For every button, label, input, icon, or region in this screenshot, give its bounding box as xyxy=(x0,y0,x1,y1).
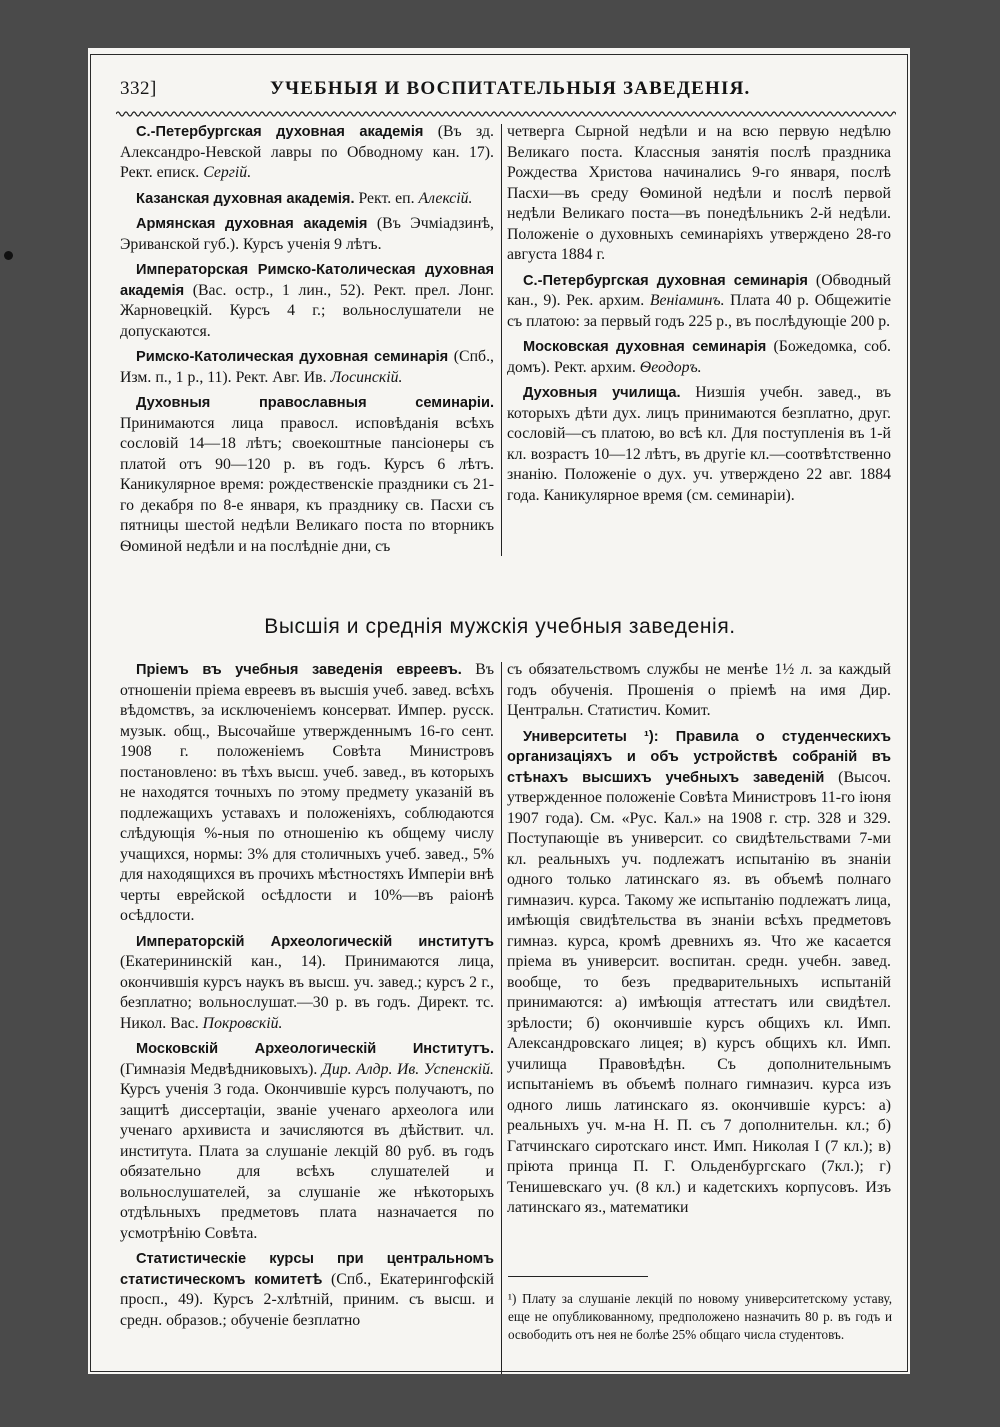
paragraph xyxy=(507,271,891,333)
entry-heading: Статистическіе курсы при центральномъ статистическомъ комитетѣ xyxy=(120,1251,494,1288)
paragraph xyxy=(507,383,891,506)
paragraph xyxy=(507,660,891,722)
running-header xyxy=(120,78,896,110)
entry-text: (Обводный кан., 9). Рек. архим. xyxy=(507,271,891,309)
footnote: ¹) Плату за слушаніе лекцій по новому университетскому уставу, еще не опубликованному, предположено назначить 80 р. въ годъ и освободить отъ нея не болѣе 25% общаго числа студентовъ. xyxy=(508,1291,892,1342)
running-title: УЧЕБНЫЯ И ВОСПИТАТЕЛЬНЫЯ ЗАВЕДЕНІЯ. xyxy=(270,78,751,99)
entry-text: (Высоч. утвержденное положеніе Совѣта Министровъ 11-го іюня 1907 года). См. «Рус. Кал.» на 1908 г. стр. 328 и 329. Поступающіе въ университ. со свидѣтельствами 7-ми кл. реальныхъ уч. подлежатъ испытанію въ знаніи одного только латинскаго яз. въ объемѣ полнаго гимназич. курса. Такому же испытанію подлежатъ лица, имѣющія свидѣтельства въ знаніи всѣхъ предметовъ гимназ. курса, кромѣ древнихъ яз. Что же касается пріема въ университ. воспитан. средн. учебн. завед. вообще, то безъ предварительныхъ испытаній принимаются: а) имѣющія аттестатъ или свидѣтел. зрѣлости; б) окончившіе курсъ общихъ кл. Имп. Александровскаго лицея; в) курсъ общихъ кл. Имп. училища Правовѣдѣн. Съ дополнительнымъ испытаніемъ въ объемѣ полнаго гимназич. курса изъ одного лишь латинскаго яз. окончившіе курсъ: а) реальныхъ уч. м-на Н. П. съ 7 дополнительн. кл.; б) Гатчинскаго сиротскаго инст. Имп. Николая I (7 кл.); в) пріюта принца П. Г. Ольденбургскаго (7кл.); г) Тенишевскаго уч. (8 кл.) и кадетскихъ корпусовъ. Изъ латинскаго яз., математики xyxy=(507,768,891,1216)
entry-text: (Спб., Изм. п., 1 р., 11). Рект. Авг. Ив. xyxy=(120,348,494,386)
footnote-rule xyxy=(508,1276,648,1277)
entry-text: съ обязательствомъ службы не менѣе 1½ л. за каждый годъ обученія. Прошенія о пріемѣ на имя Дир. Центральн. Статистич. Комит. xyxy=(507,661,891,719)
entry-heading: С.-Петербургская духовная академія xyxy=(136,124,424,140)
entry-italic: Лосинскій. xyxy=(330,368,403,386)
entry-heading: Армянская духовная академія xyxy=(136,216,368,232)
entry-heading: Университеты ¹): Правила о студенческихъ организаціяхъ и объ устройствѣ собраній въ стѣнахъ высшихъ учебныхъ заведеній xyxy=(507,728,891,786)
paragraph xyxy=(120,189,494,210)
entry-heading: Казанская духовная академія. xyxy=(136,190,355,207)
upper-left-column xyxy=(120,122,494,562)
entry-italic: Дир. Алдр. Ив. Успенскій. xyxy=(321,1060,494,1078)
paragraph xyxy=(120,1039,494,1244)
entry-text: (Вас. остр., 1 лин., 52). Рект. прел. Лонг. Жарновецкій. Курсъ 4 г.; вольнослушатели не допускаются. xyxy=(120,281,494,340)
entry-text: Въ отношеніи пріема евреевъ въ высшія учеб. завед. всѣхъ вѣдомствъ, за исключеніемъ консерват. Импер. русск. музык. общ., Высочайше утвержденнымъ 16-го сент. 1908 г. положеніемъ Совѣта Министровъ постановлено: въ тѣхъ высш. учеб. завед., въ которыхъ не находятся точныхъ по этому предмету указаній въ подлежащихъ уставахъ и положеніяхъ, соблюдаются слѣдующія %-ныя по отношенію къ общему числу учащихся, нормы: 3% для столичныхъ учеб. завед., 5% для находящихся въ прочихъ мѣстностяхъ Имперіи внѣ черты еврейской осѣдлости и 10%—въ раіонѣ осѣдлости. xyxy=(120,661,495,924)
entry-text: (Спб., Екатерингофскій просп., 49). Курсъ 2-хлѣтній, приним. съ высш. и средн. образов.; обученіе безплатно xyxy=(120,1270,494,1329)
paragraph xyxy=(120,393,494,557)
entry-text-after: Курсъ ученія 3 года. Окончившіе курсъ получаютъ, по защитѣ диссертаціи, званіе ученаго археолога или ученаго архивиста и зачисляются въ дѣйствит. чл. института. Плата за слушаніе лекцій 80 руб. въ годъ обязательно для всѣхъ слушателей и вольнослушателей, за слушаніе же нѣкоторыхъ отдѣльныхъ предметовъ плата назначается по усмотрѣнію Совѣта. xyxy=(120,1081,494,1242)
entry-heading: Пріемъ въ учебныя заведенія евреевъ. xyxy=(136,662,462,678)
paragraph xyxy=(120,214,494,255)
paragraph xyxy=(507,122,891,266)
entry-heading: Императорская Римско-Католическая духовная академія xyxy=(120,262,494,299)
ink-dot xyxy=(4,251,13,260)
entry-heading: Императорскій Археологическій институтъ xyxy=(136,933,494,950)
entry-text: (Божедомка, соб. домъ). Рект. архим. xyxy=(507,338,891,376)
entry-italic: Веніаминъ. xyxy=(649,292,725,309)
section-title: Высшія и среднія мужскія учебныя заведенія. xyxy=(264,615,736,638)
paragraph xyxy=(120,347,494,388)
entry-italic: Алексій. xyxy=(418,189,473,207)
entry-heading: Римско-Католическая духовная семинарія xyxy=(136,349,449,365)
lower-right-column xyxy=(507,660,891,1224)
entry-text: (Въ Эчміадзинѣ, Эриванской губ.). Курсъ ученія 9 лѣтъ. xyxy=(120,215,494,253)
page-number: 332] xyxy=(120,78,157,99)
paragraph xyxy=(120,1249,494,1331)
wavy-rule xyxy=(116,108,896,120)
paragraph xyxy=(507,337,891,378)
entry-italic: Покровскій. xyxy=(202,1014,283,1032)
paragraph xyxy=(120,122,494,184)
entry-text: (Въ зд. Александро-Невской лавры по Обводному кан. 17). Рект. еписк. xyxy=(120,123,494,181)
entry-heading: Духовныя училища. xyxy=(523,385,681,401)
upper-column-divider xyxy=(501,124,502,556)
lower-left-column xyxy=(120,660,494,1336)
paragraph xyxy=(507,727,891,1219)
entry-italic: Ѳеодоръ. xyxy=(639,358,702,376)
entry-text: (Гимназія Медвѣдниковыхъ). xyxy=(120,1060,322,1078)
entry-text: Принимаются лица правосл. исповѣданія всѣхъ сословій 14—18 лѣтъ; своекоштные пансіонеры съ платой отъ 90—120 р. въ годъ. Курсъ 6 лѣтъ. Каникулярное время: рождественскіе праздники съ 21-го декабря по 8-е января, къ празднику св. Пасхи съ пятницы шестой недѣли Великаго поста по вторникъ Ѳоминой недѣли и на послѣдніе дни, съ xyxy=(120,414,494,555)
entry-heading: С.-Петербургская духовная семинарія xyxy=(523,272,808,289)
entry-italic: Сергій. xyxy=(203,164,252,181)
entry-heading: Духовныя православныя семинаріи. xyxy=(136,395,494,411)
entry-heading: Московскій Археологическій Институтъ. xyxy=(136,1041,494,1057)
entry-text: Рект. еп. xyxy=(354,189,419,207)
upper-right-column xyxy=(507,122,891,511)
entry-text: четверга Сырной недѣли и на всю первую недѣлю Великаго поста. Классныя занятія послѣ праздника Рождества Христова начинались 9-го января, послѣ Пасхи—въ среду Ѳоминой недѣли и послѣ первой недѣли Великаго поста—въ понедѣльникъ 2-й недѣли. Положеніе о духовныхъ семинаріяхъ утверждено 28-го августа 1884 г. xyxy=(507,123,891,263)
entry-heading: Московская духовная семинарія xyxy=(523,339,767,355)
paragraph xyxy=(120,660,494,927)
entry-text: (Екатерининскій кан., 14). Принимаются лица, окончившія курсъ наукъ въ высш. уч. завед.; курсъ 2 г., безплатно; вольнослушат.—30 р. въ годъ. Директ. тс. Никол. Вас. xyxy=(120,953,494,1032)
paragraph xyxy=(120,932,494,1035)
entry-text-after: Плата 40 р. Общежитіе съ платою: за первый годъ 225 р., въ послѣдующіе 200 р. xyxy=(507,292,891,330)
paragraph xyxy=(120,260,494,342)
lower-column-divider xyxy=(501,662,502,1374)
entry-text: Низшія учебн. завед., въ которыхъ дѣти дух. лицъ принимаются безплатно, друг. сословій—съ платою, во всѣ кл. Для поступленія въ 1-й кл. возрастъ 10—12 лѣтъ, въ другіе кл.—соотвѣтственно знанію. Положеніе о дух. уч. утверждено 22 авг. 1884 года. Каникулярное время (см. семинаріи). xyxy=(507,384,891,504)
